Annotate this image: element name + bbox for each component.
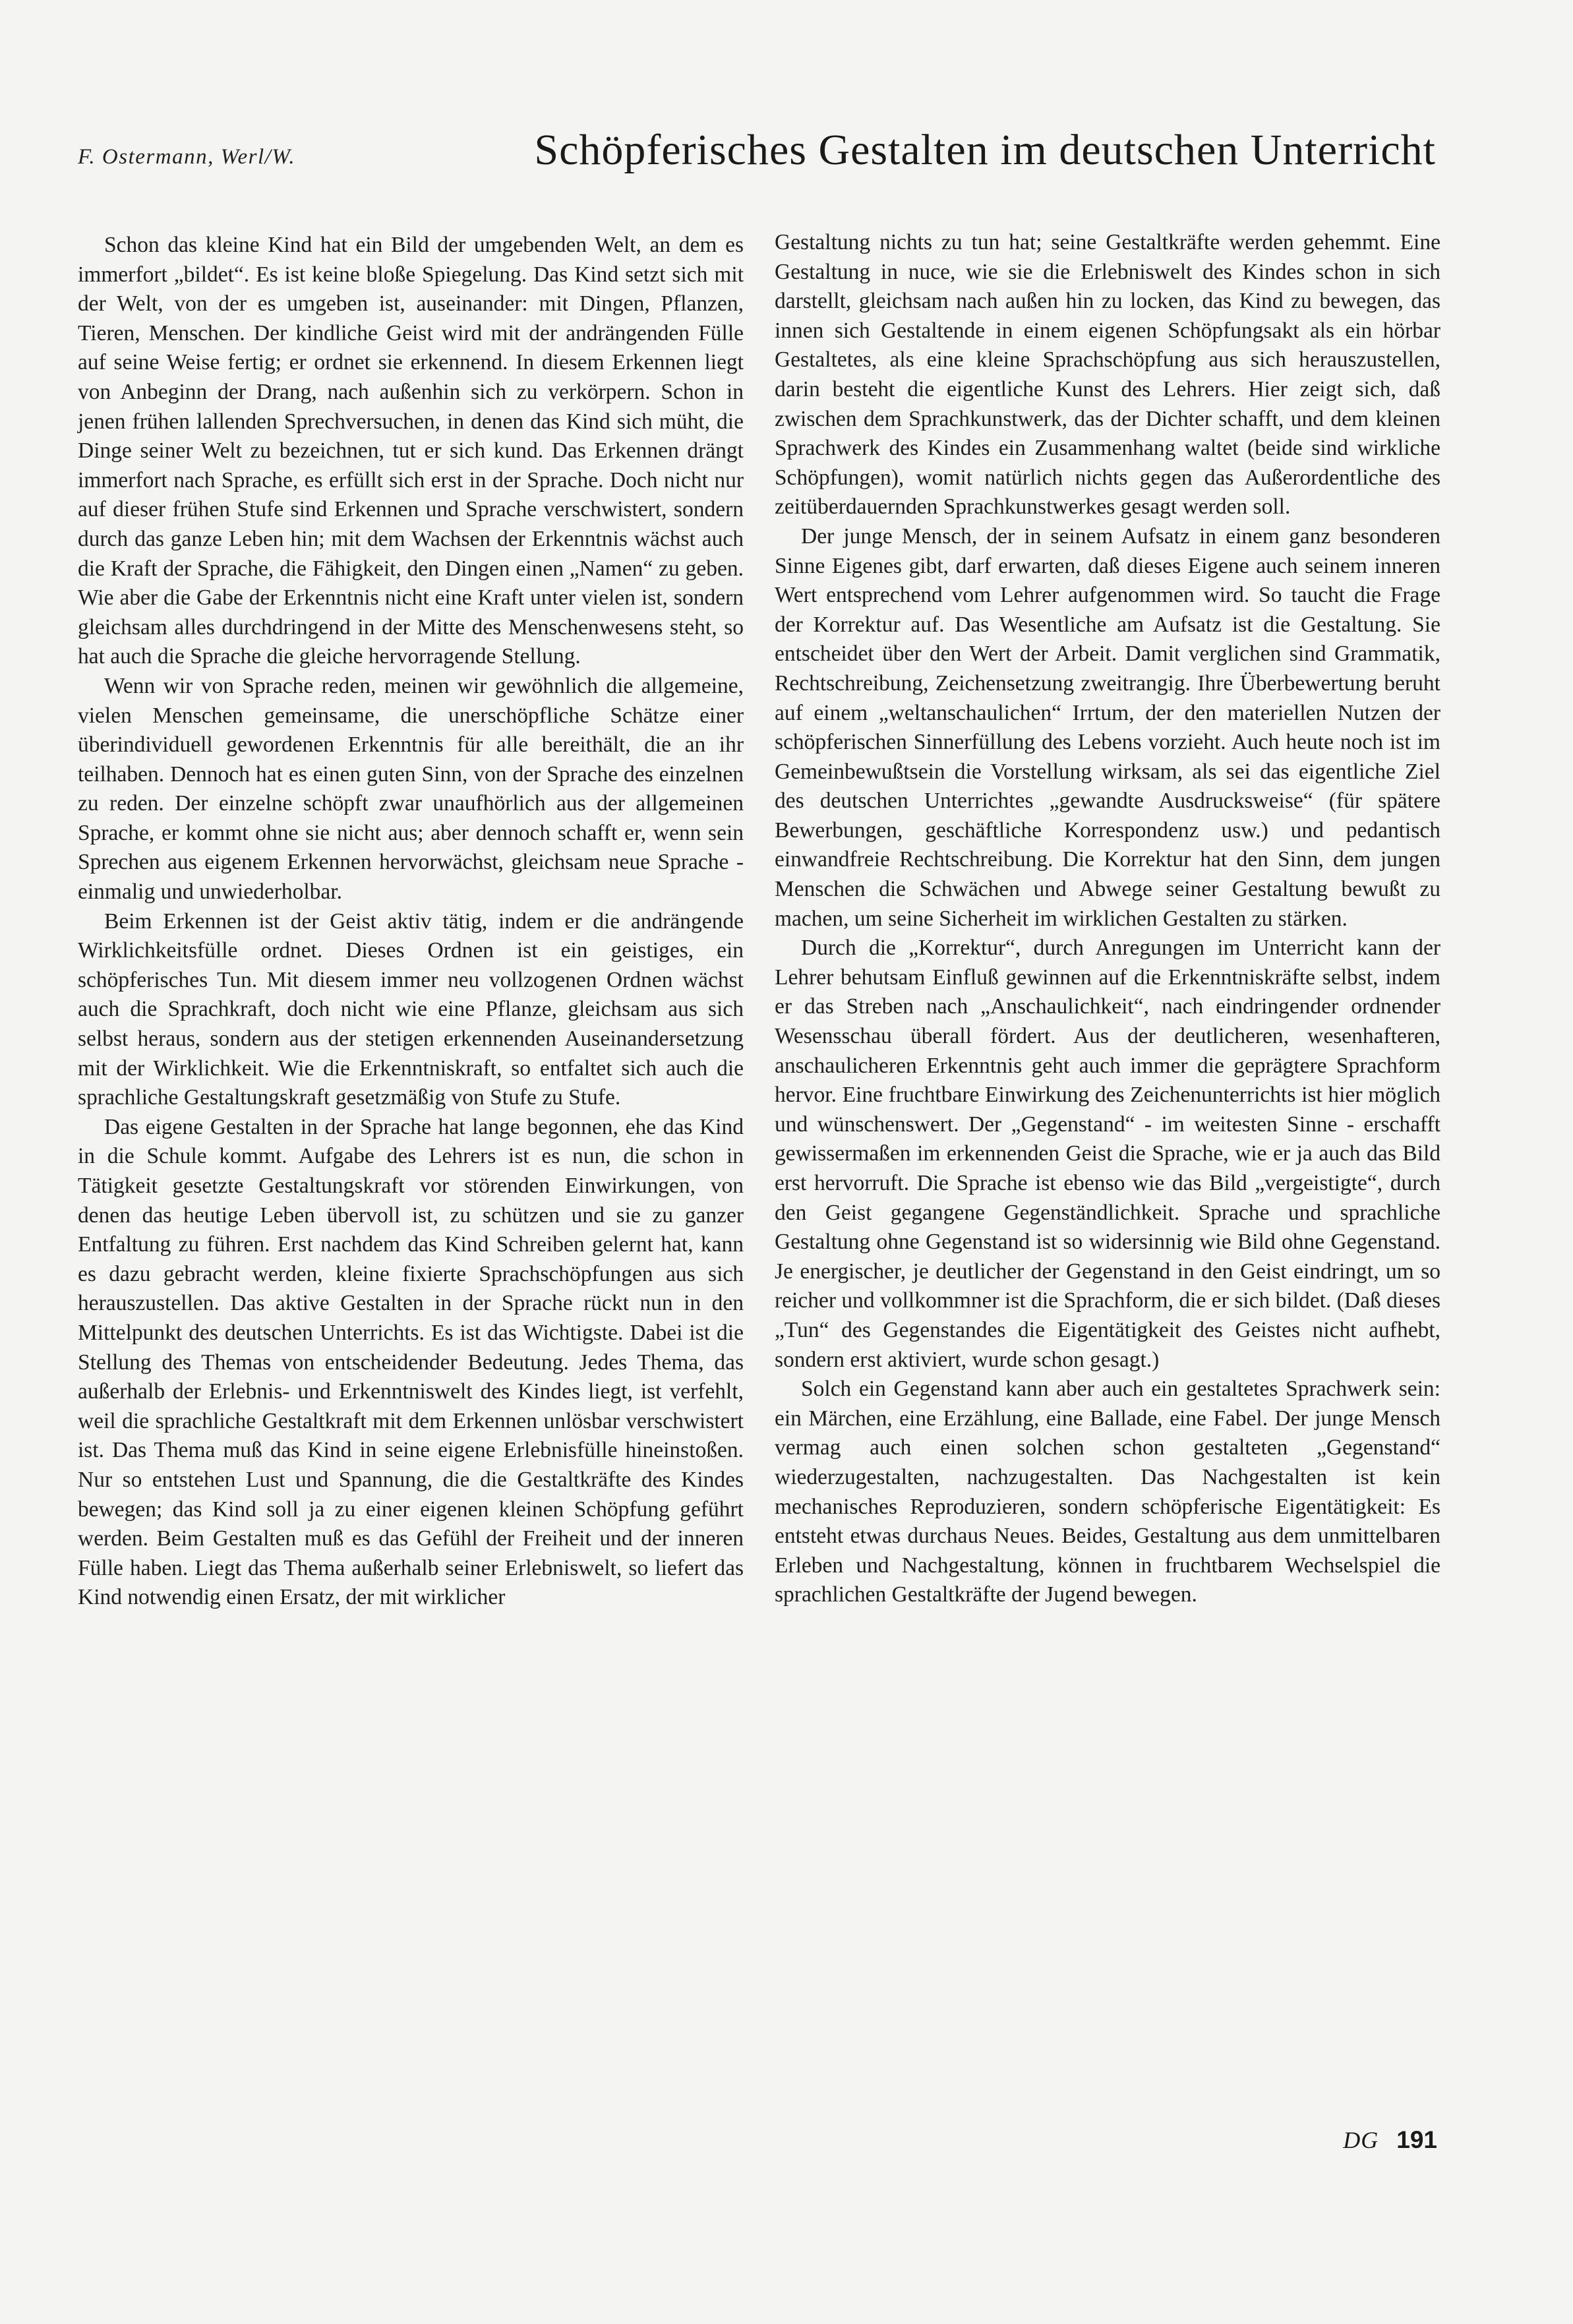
paragraph: Schon das kleine Kind hat ein Bild der umgebenden Welt, an dem es immerfort „bildet“. Es ist keine bloße Spiegelung. Das Kind setzt sich mit der Welt, von der es umgeben ist, auseinander: mit Dingen, Pflanzen, Tieren, Menschen. Der kindliche Geist wird mit der andrängenden Fülle auf seine Weise fertig; er ordnet sie erkennend. In diesem Erkennen liegt von Anbeginn der Drang, nach außenhin sich zu verkörpern. Schon in jenen frühen lallenden Sprechversuchen, in denen das Kind sich müht, die Dinge seiner Welt zu bezeichnen, tut er sich kund. Das Erkennen drängt immerfort nach Sprache, es erfüllt sich erst in der Sprache. Doch nicht nur auf dieser frühen Stufe sind Erkennen und Sprache verschwistert, sondern durch das ganze Leben hin; mit dem Wachsen der Erkenntnis wächst auch die Kraft der Sprache, die Fähigkeit, den Dingen einen „Namen“ zu geben. Wie aber die Gabe der Erkenntnis nicht eine Kraft unter vielen ist, sondern gleichsam alles durchdringend in der Mitte des Menschenwesens steht, so hat auch die Sprache die gleiche hervorragende Stellung. [78,233,744,669]
paragraph: Das eigene Gestalten in der Sprache hat lange begonnen, ehe das Kind in die Schule kommt. Aufgabe des Lehrers ist es nun, die schon in Tätigkeit gesetzte Gestaltungskraft vor störenden Einwirkungen, von denen das heutige Leben übervoll ist, zu schützen und sie zu ganzer Entfaltung zu führen. Erst nachdem das Kind Schreiben gelernt hat, kann es dazu gebracht werden, kleine fixierte Sprachschöpfungen aus sich herauszustellen. Das aktive Gestalten in der Sprache rückt nun in den Mittelpunkt des deutschen Unterrichts. Es ist das Wichtigste. Dabei ist die Stellung des Themas von entscheidender Bedeutung. Jedes Thema, das außerhalb der Erlebnis- und Erkenntniswelt des Kindes liegt, ist verfehlt, weil die sprachliche Gestaltkraft mit dem Erkennen unlösbar verschwistert ist. Das Thema muß das Kind in seine eigene Erlebnisfülle hineinstoßen. Nur so entstehen Lust und Spannung, die die Gestaltkräfte des Kindes bewegen; das Kind soll ja zu einer eigenen kleinen Schöpfung geführt werden. Beim Gestalten muß es das Gefühl der Freiheit und der inneren Fülle haben. Liegt das Thema außerhalb seiner Erlebniswelt, so liefert das Kind notwendig einen Ersatz, der mit wirklicher [78,1114,744,1610]
page-footer [1343,2126,1437,2154]
paragraph: Beim Erkennen ist der Geist aktiv tätig, indem er die andrängende Wirklichkeitsfülle ordnet. Dieses Ordnen ist ein geistiges, ein schöpferisches Tun. Mit diesem immer neu vollzogenen Ordnen wächst auch die Sprachkraft, doch nicht wie eine Pflanze, gleichsam aus sich selbst heraus, sondern aus der stetigen erkennenden Auseinandersetzung mit der Wirklichkeit. Wie die Erkenntniskraft, so entfaltet sich auch die sprachliche Gestaltungskraft gesetzmäßig von Stufe zu Stufe. [78,909,744,1110]
left-column [78,231,744,1613]
page-number: 191 [1396,2126,1437,2153]
article-title: Schöpferisches Gestalten im deutschen Unterricht [534,126,1436,174]
author-line: F. Ostermann, Werl/W. [78,145,296,169]
paragraph: Durch die „Korrektur“, durch Anregungen im Unterricht kann der Lehrer behutsam Einfluß gewinnen auf die Erkenntniskräfte selbst, indem er das Streben nach „Anschaulichkeit“, nach eindringender ordnender Wesensschau überall fördert. Aus der deutlicheren, wesenhafteren, anschaulicheren Erkenntnis geht auch immer die geprägtere Sprachform hervor. Eine fruchtbare Einwirkung des Zeichenunterrichts ist hier möglich und wünschenswert. Der „Gegenstand“ - im weitesten Sinne - erschafft gewissermaßen im erkennenden Geist die Sprache, wie er ja auch das Bild erst hervorruft. Die Sprache ist ebenso wie das Bild „vergeistigte“, durch den Geist gegangene Gegenständlichkeit. Sprache und sprachliche Gestaltung ohne Gegenstand ist so widersinnig wie Bild ohne Gegenstand. Je energischer, je deutlicher der Gegenstand in den Geist eindringt, um so reicher und vollkommner ist die Sprachform, die er sich bildet. (Daß dieses „Tun“ des Gegenstandes die Eigentätigkeit des Geistes nicht aufhebt, sondern erst aktiviert, wurde schon gesagt.) [775,936,1440,1372]
paragraph: Der junge Mensch, der in seinem Aufsatz in einem ganz besonderen Sinne Eigenes gibt, darf erwarten, daß dieses Eigene auch seinem inneren Wert entsprechend vom Lehrer aufgenommen wird. So taucht die Frage der Korrektur auf. Das Wesentliche am Aufsatz ist die Gestaltung. Sie entscheidet über den Wert der Arbeit. Damit verglichen sind Grammatik, Rechtschreibung, Zeichensetzung zweitrangig. Ihre Überbewertung beruht auf einem „weltanschaulichen“ Irrtum, der den materiellen Nutzen der schöpferischen Sinnerfüllung des Lebens vorzieht. Auch heute noch ist im Gemeinbewußtsein die Vorstellung wirksam, als sei das eigentliche Ziel des deutschen Unterrichtes „gewandte Ausdrucksweise“ (für spätere Bewerbungen, geschäftliche Korrespondenz usw.) und pedantisch einwandfreie Rechtschreibung. Die Korrektur hat den Sinn, dem jungen Menschen die Schwächen und Abwege seiner Gestaltung bewußt zu machen, um seine Sicherheit im wirklichen Gestalten zu stärken. [775,523,1440,931]
journal-abbreviation: DG [1343,2127,1379,2153]
right-column [775,228,1440,1610]
paragraph: Wenn wir von Sprache reden, meinen wir gewöhnlich die allgemeine, vielen Menschen gemeinsame, die unerschöpfliche Schätze einer überindividuell gewordenen Erkenntnis für alle bereithält, die an ihr teilhaben. Dennoch hat es einen guten Sinn, von der Sprache des einzelnen zu reden. Der einzelne schöpft zwar unaufhörlich aus der allgemeinen Sprache, er kommt ohne sie nicht aus; aber dennoch schafft er, wenn sein Sprechen aus eigenem Erkennen hervorwächst, gleichsam neue Sprache - einmalig und unwiederholbar. [78,673,744,905]
paragraph-continuation: Gestaltung nichts zu tun hat; seine Gestaltkräfte werden gehemmt. Eine Gestaltung in nuce, wie sie die Erlebniswelt des Kindes schon in sich darstellt, gleichsam nach außen hin zu locken, das Kind zu bewegen, das innen sich Gestaltende in einem eigenen Schöpfungsakt als ein hörbar Gestaltetes, als eine kleine Sprachschöpfung aus sich herauszustellen, darin besteht die eigentliche Kunst des Lehrers. Hier zeigt sich, daß zwischen dem Sprachkunstwerk, das der Dichter schafft, und dem kleinen Sprachwerk des Kindes ein Zusammenhang waltet (beide sind wirkliche Schöpfungen), womit natürlich nichts gegen das Außerordentliche des zeitüberdauernden Sprachkunstwerkes gesagt werden soll. [775,230,1440,520]
paragraph: Solch ein Gegenstand kann aber auch ein gestaltetes Sprachwerk sein: ein Märchen, eine Erzählung, eine Ballade, eine Fabel. Der junge Mensch vermag auch einen solchen schon gestalteten „Gegenstand“ wiederzugestalten, nachzugestalten. Das Nachgestalten ist kein mechanisches Reproduzieren, sondern schöpferische Eigentätigkeit: Es entsteht etwas durchaus Neues. Beides, Gestaltung aus dem unmittelbaren Erleben und Nachgestaltung, können in fruchtbarem Wechselspiel die sprachlichen Gestaltkräfte der Jugend bewegen. [775,1377,1440,1607]
article-header [78,125,1436,185]
